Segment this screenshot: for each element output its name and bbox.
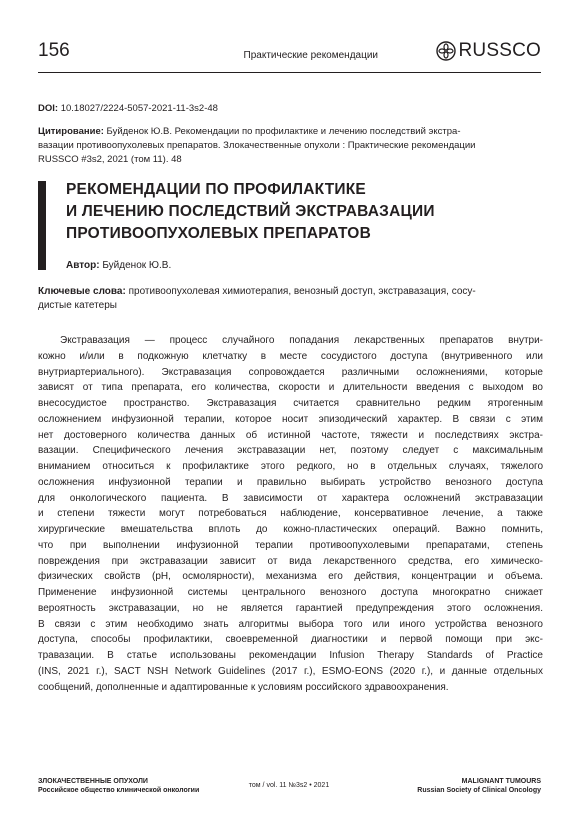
footer-society-ru: Российское общество клинической онкологии <box>38 787 200 794</box>
body-line: хирургические вмешательства вплоть до кожно-пластических операций. Важно помнить, <box>38 524 543 535</box>
footer-journal-title-ru: ЗЛОКАЧЕСТВЕННЫЕ ОПУХОЛИ <box>38 778 148 785</box>
body-line: Применение инфузионной системы центрального венозного доступа многократно снижает <box>38 587 543 598</box>
body-line: вниманием относиться к профилактике этого редкого, но в отдельных случаях, тяжелого <box>38 461 543 472</box>
body-line: Экстравазация — процесс случайного попадания лекарственных препаратов внутри- <box>60 335 543 346</box>
doi-line <box>38 103 218 114</box>
body-line: внутриартериального). Экстравазация сопровождается различными осложнениями, которые <box>38 366 543 378</box>
body-line: сообщений, дополненные и адаптированные к условиям российского здравоохранения. <box>38 681 449 693</box>
page-number: 156 <box>38 40 70 61</box>
section-title: Практические рекомендации <box>243 50 378 61</box>
body-line: физических свойств (pH, осмолярности), механизма его действия, концентрации и объема. <box>38 571 543 583</box>
body-line: доступа, способы профилактики, своевременной диагностики и первой помощи при экс- <box>38 634 543 646</box>
author-line <box>66 260 171 271</box>
citation-line: Цитирование: Буйденок Ю.В. Рекомендации по профилактике и лечению последствий экстра- <box>38 126 461 137</box>
author-name: Буйденок Ю.В. <box>99 260 172 271</box>
keywords-line: дистые катетеры <box>38 300 117 311</box>
title-line: ПРОТИВООПУХОЛЕВЫХ ПРЕПАРАТОВ <box>66 225 371 242</box>
footer-journal-en <box>417 777 541 795</box>
citation-label: Цитирование: <box>38 126 104 137</box>
author-label: Автор: <box>66 260 100 271</box>
body-line: В связи с этим необходимо знать алгоритмы выбора того или иного устройства венозного <box>38 618 543 630</box>
body-line: вероятность экстравазации, но не является гарантией предупреждения этого осложнения. <box>38 602 543 614</box>
body-line: для онкологического пациента. В зависимости от характера осложнений экстравазации <box>38 492 543 504</box>
body-line: нет достоверного количества данных об истинной частоте, тяжести и последствиях экстра- <box>38 429 543 441</box>
doi-value[interactable]: 10.18027/2224-5057-2021-11-3s2-48 <box>58 103 218 114</box>
body-line: внесосудистое пространство. Экстравазация считается сравнительно редким ятрогенным <box>38 398 543 409</box>
footer-journal-title-en: MALIGNANT TUMOURS <box>461 778 541 785</box>
title-accent-bar <box>38 181 46 270</box>
body-line: повреждения при экстравазации зависит от вида лекарственного средства, его химическо- <box>38 555 543 567</box>
body-line: зависят от типа препарата, его количества, скорости и длительности введения с выходом во <box>38 382 543 394</box>
body-line: травазации. В статье использованы рекомендации Infusion Therapy Standards of Practice <box>38 650 543 661</box>
citation-block <box>38 125 543 167</box>
body-line: вазации. Специфического лечения экстравазации нет, поэтому следует с максимальным <box>38 445 543 457</box>
body-line: и степени тяжести могут потребоваться наблюдение, консервативное лечение, а также <box>38 508 543 520</box>
keywords-block <box>38 285 543 313</box>
article-title <box>66 179 435 245</box>
russco-emblem-icon <box>436 41 456 61</box>
body-line: что при выполнении инфузионной терапии противоопухолевыми препаратами, степень <box>38 539 543 551</box>
body-line: осложнения инфузионной терапии и правильно выбирать устройство венозного доступа <box>38 476 543 488</box>
keywords-line: Ключевые слова: противоопухолевая химиотерапия, венозный доступ, экстравазация, сосу- <box>38 286 476 297</box>
footer-society-en: Russian Society of Clinical Oncology <box>417 787 541 794</box>
header-divider <box>38 72 541 73</box>
body-line: осложнением инфузионной терапии, которое носит эпизодический характер. В связи с этим <box>38 413 543 425</box>
body-line: (INS, 2021 г.), SACT NSH Network Guidelines (2017 г.), ESMO-EONS (2020 г.), и данные отдельных <box>38 665 543 677</box>
keywords-label: Ключевые слова: <box>38 286 126 297</box>
title-line: РЕКОМЕНДАЦИИ ПО ПРОФИЛАКТИКЕ <box>66 181 366 198</box>
footer-volume: том / vol. 11 №3s2 • 2021 <box>248 782 330 789</box>
citation-line: вазации противоопухолевых препаратов. Злокачественные опухоли : Практические рекомендации <box>38 140 476 151</box>
body-line: кожно и/или в подкожную клетчатку в месте сосудистого доступа (внутривенного или <box>38 350 543 362</box>
citation-line: RUSSCO #3s2, 2021 (том 11). 48 <box>38 154 182 165</box>
abstract-body <box>38 333 543 695</box>
logo-text: RUSSCO <box>458 40 541 61</box>
doi-label: DOI: <box>38 103 59 114</box>
russco-logo <box>436 41 542 61</box>
title-line: И ЛЕЧЕНИЮ ПОСЛЕДСТВИЙ ЭКСТРАВАЗАЦИИ <box>66 203 435 220</box>
